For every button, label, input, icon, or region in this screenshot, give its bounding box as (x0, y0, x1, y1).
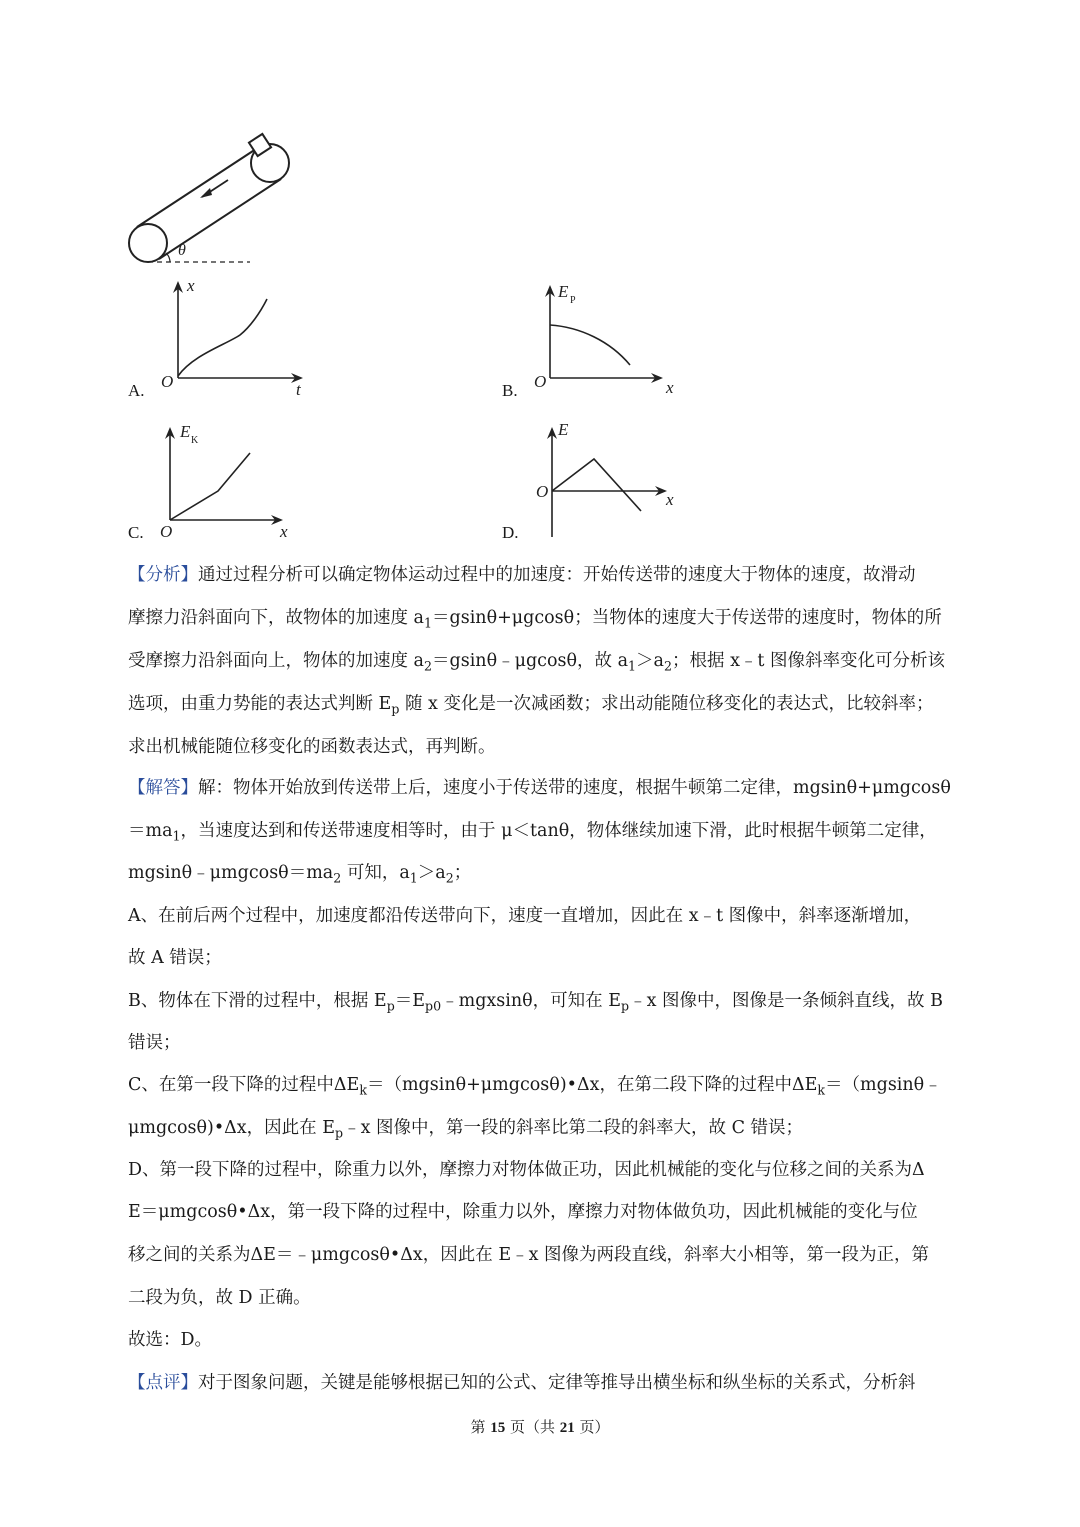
page-total: 21 (559, 1420, 575, 1436)
graph-a-origin: O (161, 372, 174, 391)
option-c-label: C. (128, 523, 144, 542)
graph-c-origin: O (160, 522, 173, 541)
comment-line-1: 【点评】对于图象问题，关键是能够根据已知的公式、定律等推导出横坐标和纵坐标的关系式，分析斜 (128, 1373, 916, 1393)
analysis-tag: 分析 (145, 565, 181, 585)
answer-line-11: E＝μmgcosθ•Δx，第一段下降的过程中，除重力以外，摩擦力对物体做负功，因此机械能的变化与位 (128, 1202, 918, 1222)
answer-line-4: A、在前后两个过程中，加速度都沿传送带向下，速度一直增加，因此在 x﹣t 图像中，斜率逐渐增加， (128, 906, 922, 926)
graph-b-x-label: x (666, 378, 674, 397)
answer-line-6: B、物体在下滑的过程中，根据 $E_p=E_{p0}﹣mgxsin\theta$，可知在 $E_p﹣x$ 图像中，图像是一条倾斜直线，故 B (128, 991, 943, 1014)
graph-c (158, 417, 308, 542)
graph-b-origin: O (534, 372, 547, 391)
answer-line-10: D、第一段下降的过程中，除重力以外，摩擦力对物体做正功，因此机械能的变化与位移之间的关系为Δ (128, 1160, 925, 1180)
answer-choice: 故选：D。 (128, 1330, 213, 1350)
answer-line-5: 故 A 错误； (128, 948, 222, 968)
graph-d-y-label: E (558, 420, 569, 439)
page-number: 15 (490, 1420, 506, 1436)
analysis-line-5: 求出机械能随位移变化的函数表达式，再判断。 (128, 737, 496, 757)
answer-line-7: 错误； (128, 1033, 181, 1053)
analysis-line-3: 受摩擦力沿斜面向上，物体的加速度 $a_2=gsin\theta﹣\mu gcos\theta$，故 $a_1>a_2$；根据 x﹣t 图像斜率变化可分析该 (128, 651, 946, 674)
graph-d-origin: O (536, 482, 549, 501)
graph-b-y-sub: P (570, 295, 576, 306)
option-a-label: A. (128, 381, 145, 400)
angle-label: θ (178, 242, 186, 259)
analysis-line-4: 选项，由重力势能的表达式判断 $E_p$ 随 x 变化是一次减函数；求出动能随位移变化的表达式，比较斜率； (128, 694, 934, 717)
option-d-label: D. (502, 523, 519, 542)
answer-line-9: μmgcosθ)•Δx，因此在 $E_p﹣x$ 图像中，第一段的斜率比第二段的斜率大，故 C 错误； (128, 1118, 804, 1141)
page-footer: 第 15 页（共 21 页） (470, 1418, 610, 1436)
graph-a-x-label: t (296, 380, 301, 399)
graph-d (530, 417, 690, 542)
graph-b (530, 275, 690, 400)
graph-c-y-sub: K (191, 435, 199, 446)
graph-c-y-label: E (180, 422, 191, 441)
graph-a-y-label: x (187, 276, 195, 295)
graph-b-y-label: E (558, 282, 569, 301)
graph-d-x-label: x (666, 490, 674, 509)
graph-c-x-label: x (280, 522, 288, 541)
option-b-label: B. (502, 381, 518, 400)
answer-line-1: 【解答】解：物体开始放到传送带上后，速度小于传送带的速度，根据牛顿第二定律，mgsinθ+μmgcosθ (128, 778, 951, 798)
analysis-line-1: 【分析】通过过程分析可以确定物体运动过程中的加速度：开始传送带的速度大于物体的速度，故滑动 (128, 565, 916, 585)
answer-line-2: $=ma_1$，当速度达到和传送带速度相等时，由于 μ＜tanθ，物体继续加速下滑，此时根据牛顿第二定律， (128, 821, 937, 844)
answer-line-8: C、在第一段下降的过程中$\Delta E_k=(mgsin\theta+\mu mgcos\theta)•\Delta x$，在第二段下降的过程中$\Delta E_k=(mgsin\theta﹣$ (128, 1075, 942, 1098)
comment-tag: 点评 (145, 1373, 181, 1393)
answer-line-3: $mgsin\theta﹣\mu mgcos\theta=ma_2$ 可知，$a_1>a_2$； (128, 863, 472, 886)
answer-tag: 解答 (145, 778, 181, 798)
graph-a (155, 275, 315, 400)
answer-line-12: 移之间的关系为ΔE＝﹣μmgcosθ•Δx，因此在 E﹣x 图像为两段直线，斜率大小相等，第一段为正，第 (128, 1245, 930, 1265)
analysis-line-2: 摩擦力沿斜面向下，故物体的加速度 $a_1=gsin\theta+\mu gcos\theta$；当物体的速度大于传送带的速度时，物体的所 (128, 608, 942, 631)
conveyor-belt-diagram (120, 128, 320, 273)
answer-line-13: 二段为负，故 D 正确。 (128, 1288, 311, 1308)
